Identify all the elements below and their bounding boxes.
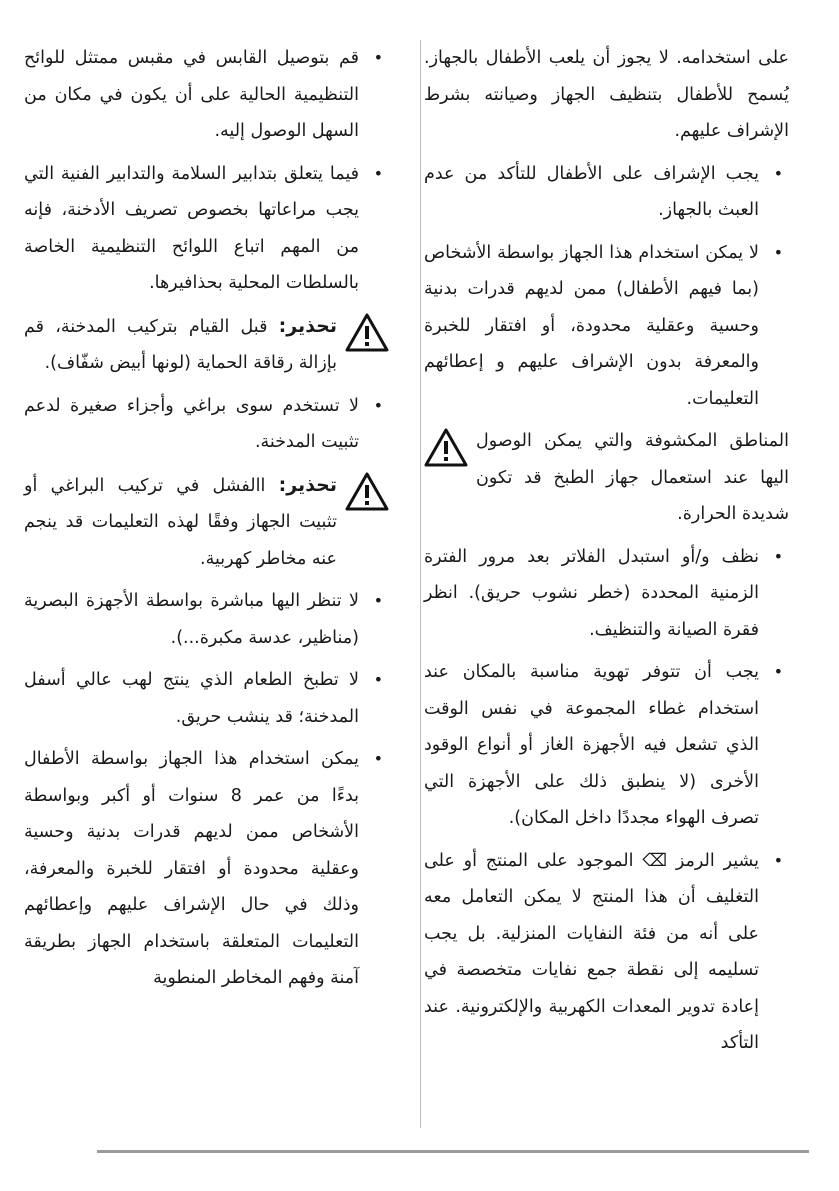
warning-text: المناطق المكشوفة والتي يمكن الوصول اليها عند استعمال جهاز الطبخ قد تكون شديدة الحرارة. <box>476 431 789 524</box>
right-column <box>424 40 789 1068</box>
warning-triangle-icon <box>424 427 468 467</box>
bullet-icon: • <box>373 670 383 689</box>
list-item <box>424 843 789 1062</box>
intro-paragraph: على استخدامه. لا يجوز أن يلعب الأطفال بالجهاز. يُسمح للأطفال بتنظيف الجهاز وصيانته بشرط الإشراف عليهم. <box>424 48 789 141</box>
bullet-icon: • <box>373 749 383 768</box>
warning-hot-surfaces <box>424 423 789 533</box>
column-divider <box>420 40 421 1128</box>
list-item <box>24 741 389 997</box>
warning-text: االفشل في تركيب البراغي أو تثبيت الجهاز وفقًا لهذه التعليمات قد ينجم عنه مخاطر كهربية. <box>24 475 337 569</box>
list-item-text: لا يمكن استخدام هذا الجهاز بواسطة الأشخاص (بما فيهم الأطفال) ممن لديهم قدرات بدنية وحسية وعقلية محدودة، أو افتقار للخبرة والمعرفة بدون الإشراف عليهم و إعطائهم التعليمات. <box>424 242 759 409</box>
list-item-text: يشير الرمز ⌫ الموجود على المنتج أو على التغليف أن هذا المنتج لا يمكن التعامل معه على أنه من فئة النفايات المنزلية. بل يجب تسليمه إلى نقطة جمع نفايات متخصصة في إعادة تدوير المعدات الكهربية والإلكترونية. عند التأكد <box>424 850 759 1053</box>
list-item <box>24 156 389 302</box>
list-item-text: قم بتوصيل القابس في مقبس ممتثل للوائح التنظيمية الحالية على أن يكون في مكان من السهل الوصول إليه. <box>24 48 359 141</box>
warning-label: تحذير: <box>278 314 337 337</box>
bullet-icon: • <box>373 48 383 67</box>
list-item-text: يجب الإشراف على الأطفال للتأكد من عدم العبث بالجهاز. <box>424 163 759 220</box>
bullet-icon: • <box>773 546 783 566</box>
list-item <box>424 156 789 229</box>
bullet-icon: • <box>373 395 383 415</box>
list-item <box>24 40 389 150</box>
warning-remove-film <box>24 308 389 382</box>
list-item <box>424 235 789 418</box>
list-item-text: لا تستخدم سوى براغي وأجزاء صغيرة لدعم تثبيت المدخنة. <box>24 395 359 452</box>
list-item-text: نظف و/أو استبدل الفلاتر بعد مرور الفترة الزمنية المحددة (خطر نشوب حريق). انظر فقرة الصيانة والتنظيف. <box>424 546 759 640</box>
warning-triangle-icon <box>345 471 389 511</box>
list-item <box>424 654 789 837</box>
warning-text: قبل القيام بتركيب المدخنة، قم بإزالة رقاقة الحماية (لونها أبيض شفّاف). <box>24 316 337 373</box>
bullet-icon: • <box>373 163 383 183</box>
left-column <box>24 40 389 1003</box>
list-item <box>24 662 389 735</box>
list-item <box>424 539 789 649</box>
list-item <box>24 583 389 656</box>
list-item-text: يمكن استخدام هذا الجهاز بواسطة الأطفال بدءًا من عمر 8 سنوات أو أكبر وبواسطة الأشخاص ممن لديهم قدرات بدنية وحسية وعقلية محدودة أو افتقار للخبرة والمعرفة، وذلك في حال الإشراف عليهم وإعطائهم التعليمات المتعلقة باستخدام الجهاز بطريقة آمنة وفهم المخاطر المنطوية <box>24 749 359 988</box>
bullet-icon: • <box>773 662 783 681</box>
warning-label: تحذير: <box>278 473 337 496</box>
bullet-icon: • <box>773 242 783 262</box>
list-item-text: لا تنظر اليها مباشرة بواسطة الأجهزة البصرية (مناظير، عدسة مكبرة...). <box>24 591 359 648</box>
list-item <box>24 388 389 461</box>
bullet-icon: • <box>373 591 383 610</box>
list-item-text: لا تطبخ الطعام الذي ينتج لهب عالي أسفل المدخنة؛ قد ينشب حريق. <box>24 670 359 727</box>
warning-triangle-icon <box>345 312 389 352</box>
warning-screws <box>24 467 389 578</box>
list-item-text: فيما يتعلق بتدابير السلامة والتدابير الفنية التي يجب مراعاتها بخصوص تصريف الأدخنة، فإنه من المهم اتباع اللوائح التنظيمية الخاصة بالسلطات المحلية بحذافيرها. <box>24 163 359 293</box>
bullet-icon: • <box>773 163 783 183</box>
bullet-icon: • <box>773 850 783 870</box>
footer-rule <box>97 1150 809 1153</box>
list-item-text: يجب أن تتوفر تهوية مناسبة بالمكان عند استخدام غطاء المجموعة في نفس الوقت الذي تشعل فيه الأجهزة الغاز أو أنواع الوقود الأخرى (لا ينطبق ذلك على الأجهزة التي تصرف الهواء مجددًا داخل المكان). <box>424 662 759 828</box>
